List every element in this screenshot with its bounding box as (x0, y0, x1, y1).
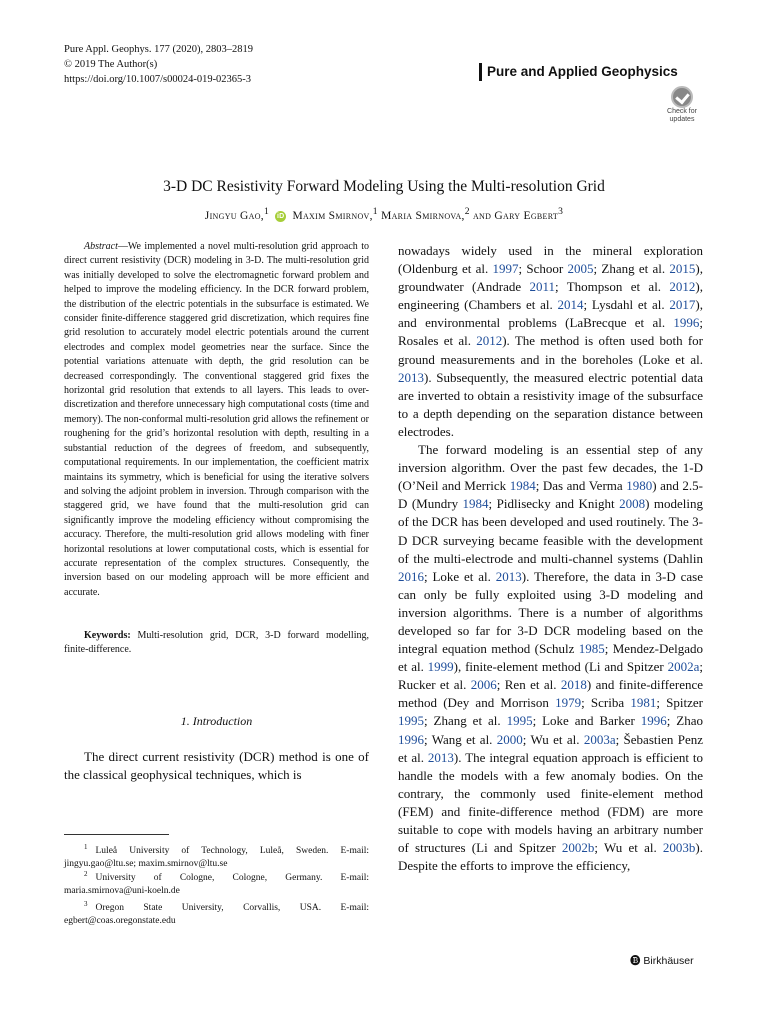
footnote (64, 868, 369, 899)
body-text: ; Wu et al. (522, 731, 584, 747)
citation-link[interactable]: 1996 (640, 713, 667, 729)
citation-link[interactable]: 1995 (398, 713, 424, 729)
body-text: ; Wang et al. (424, 731, 497, 747)
citation-link[interactable]: 1981 (630, 695, 657, 711)
body-text: ; Loke et al. (424, 568, 496, 584)
publisher-logo (630, 953, 694, 968)
footnote (64, 841, 369, 872)
body-text: nowadays widely used in the mineral exploration (Oldenburg et al. (398, 243, 703, 277)
citation-link[interactable]: 2013 (427, 749, 454, 765)
citation-link[interactable]: 1979 (555, 695, 582, 711)
body-text: ), engineering (Chambers et al. (398, 279, 703, 313)
body-text: The forward modeling is an essential step of any inversion algorithm. Over the past few decades, the 1-D (O’Neil and Merrick (398, 442, 703, 494)
citation-link[interactable]: 2011 (529, 279, 556, 295)
body-text: ) and 2.5-D (Mundry (398, 478, 703, 512)
check-updates-label-2: updates (669, 116, 695, 123)
footnote-number: 2 (84, 870, 88, 878)
body-text: ; Lysdahl et al. (583, 297, 670, 313)
check-updates-label-1: Check for (667, 108, 697, 115)
citation-link[interactable]: 2002b (561, 840, 595, 856)
citation-link[interactable]: 1996 (398, 731, 424, 747)
abstract-label: Abstract (84, 241, 118, 252)
author-affiliation: 2 (464, 206, 470, 217)
citation-link[interactable]: 2015 (669, 261, 696, 277)
body-text: ), finite-element method (Li and Spitzer (453, 659, 668, 675)
citation-link[interactable]: 2013 (398, 369, 424, 385)
body-text: ; Wu et al. (594, 840, 663, 856)
citation-link[interactable]: 2012 (476, 333, 503, 349)
citation-link[interactable]: 2003a (583, 731, 616, 747)
citation-link[interactable]: 2005 (567, 261, 594, 277)
author-affiliation: 1 (263, 206, 270, 217)
body-text: ). Therefore, the data in 3-D case can only be fully exploited using 3-D modeling and inversion algorithms. There is a number of algorithms developed so far for 3-D DCR modeling based on the integral equation method (Schulz (398, 568, 703, 657)
body-text: ; Rosales et al. (398, 315, 703, 349)
intro-paragraph: The direct current resistivity (DCR) method is one of the classical geophysical techniques, which is (64, 749, 369, 783)
body-text: ; Thompson et al. (555, 279, 670, 295)
footnote-number: 3 (84, 900, 88, 908)
keywords (64, 629, 369, 658)
citation-link[interactable]: 1997 (492, 261, 519, 277)
citation-link[interactable]: 2008 (619, 496, 646, 512)
citation-link[interactable]: 1984 (509, 478, 536, 494)
citation-link[interactable]: 2017 (669, 297, 696, 313)
footnote (64, 898, 369, 929)
doi-link[interactable]: https://doi.org/10.1007/s00024-019-02365-3 (64, 74, 252, 85)
citation-link[interactable]: 2018 (560, 677, 587, 693)
author-name[interactable]: Maria Smirnova, (381, 209, 465, 222)
author-name[interactable]: and Gary Egbert (472, 209, 559, 222)
footnote-text: University of Cologne, Cologne, Germany. E-mail: maria.smirnova@uni-koeln.de (64, 873, 369, 897)
citation-line: Pure Appl. Geophys. 177 (2020), 2803–2819 (64, 44, 253, 55)
body-text: ; Schoor (518, 261, 568, 277)
citation-link[interactable]: 2016 (398, 568, 424, 584)
citation-link[interactable]: 2014 (557, 297, 584, 313)
body-paragraph (398, 441, 703, 875)
body-text: ; Rucker et al. (398, 659, 703, 693)
article-title: 3-D DC Resistivity Forward Modeling Using the Multi-resolution Grid (163, 178, 605, 195)
footnote-number: 1 (84, 843, 88, 851)
body-text: ), groundwater (Andrade (398, 261, 703, 295)
author-list (0, 206, 768, 222)
orcid-icon[interactable]: iD (276, 212, 285, 220)
citation-link[interactable]: 2003b (662, 840, 696, 856)
footnote-text: Oregon State University, Corvallis, USA. E-mail: egbert@coas.oregonstate.edu (64, 903, 369, 927)
citation-link[interactable]: 2012 (669, 279, 696, 295)
body-text: ; Scriba (581, 695, 631, 711)
body-text: ) modeling of the DCR has been developed and used routinely. The 3-D DCR surveying became feasible with the development of the multi-electrode and multi-channel systems (Dahlin (398, 496, 703, 566)
check-updates-badge[interactable] (660, 86, 704, 130)
footnote-divider (64, 834, 169, 835)
body-text: ; Ren et al. (496, 677, 561, 693)
citation-link[interactable]: 1985 (578, 641, 605, 657)
footnote-text: Luleå University of Technology, Luleå, Sweden. E-mail: jingyu.gao@ltu.se; maxim.smirnov@ltu.se (64, 846, 369, 870)
publisher-icon: 🅑 (630, 955, 641, 967)
article-meta (64, 42, 253, 87)
body-text: ; Loke and Barker (532, 713, 641, 729)
body-text: ; Mendez-Delgado et al. (398, 641, 703, 675)
citation-link[interactable]: 1995 (506, 713, 533, 729)
body-text: ). Subsequently, the measured electric potential data are inverted to obtain a resistivity image of the subsurface to a depth depending on the separation distance between electrodes. (398, 369, 703, 439)
body-text: ; Das and Verma (535, 478, 627, 494)
author-name[interactable]: Maxim Smirnov, (292, 209, 373, 222)
citation-link[interactable]: 2000 (496, 731, 523, 747)
body-text: ) and finite-difference method (Dey and Morrison (398, 677, 704, 711)
author-affiliation: 3 (558, 206, 564, 217)
keywords-label: Keywords: (84, 630, 131, 641)
citation-link[interactable]: 2013 (495, 568, 522, 584)
author-affiliation: 1 (372, 206, 378, 217)
body-text: ; Zhang et al. (424, 713, 507, 729)
body-text: ; Spitzer (656, 695, 704, 711)
body-text: ; Šebastien Penz et al. (398, 731, 703, 765)
body-text: ). The method is often used both for ground measurements and in the boreholes (Loke et al. (398, 333, 703, 367)
copyright-line: © 2019 The Author(s) (64, 59, 158, 70)
body-text: ; Pidlisecky and Knight (488, 496, 620, 512)
body-text: ), and environmental problems (LaBrecque et al. (398, 297, 703, 331)
keywords-text: Multi-resolution grid, DCR, 3-D forward modelling, finite-difference. (64, 630, 369, 656)
body-text: ; Zhang et al. (593, 261, 670, 277)
abstract-text: —We implemented a novel multi-resolution grid approach to direct current resistivity (DCR) modeling in 3-D. The multi-resolution grid was initially developed to solve the electromagnetic forward problem and helped to improve the modeling efficiency. In the DCR forward problem, the distribution of the electric potentials in the subsurface is estimated. We consider finite-difference staggered grid discretization, which requires fine grid resolution to accurately model electric potentials around the current electrodes and complex model geometries near the surface. Since the potential variations attenuate with depth, the grid resolution can be decreased correspondingly. The conventional staggered grid fixes the horizontal grid resolution that extends to all layers. This leads to over-discretization and therefore unnecessary high computational costs (time and memory). The non-conformal multi-resolution grid allows the refinement or roughening for the grid’s horizontal resolution with depth, resulting in a substantial reduction of the degrees of freedom, and subsequently, computational requirements. In our implementation, the coefficient matrix maintains its symmetry, which is beneficial for using the iterative solvers and solving the adjoint problem in inversion. Through comparison with the staggered grid, we have found that the multi-resolution grid can significantly improve the modeling efficiency without compromising the accuracy. Therefore, the multi-resolution grid allows modeling with finer horizontal resolutions at lower computational costs, which is essential for accurate representation of the complex structures. Consequently, the inversion based on our modeling approach will be more efficient and accurate. (64, 241, 369, 598)
section-heading: 1. Introduction (180, 714, 253, 728)
body-text: ). Despite the efforts to improve the efficiency, (398, 840, 704, 874)
publisher-name: Birkhäuser (643, 955, 694, 967)
citation-link[interactable]: 1996 (673, 315, 700, 331)
author-name[interactable]: Jingyu Gao, (204, 209, 264, 222)
citation-link[interactable]: 1980 (626, 478, 653, 494)
body-text: ). The integral equation approach is efficient to handle the models with a few anomaly bodies. On the contrary, the commonly used finite-element method (FEM) and finite-difference method (FDM) are more suitable to cope with models having an arbitrary number of structures (Li and Spitzer (398, 749, 704, 856)
citation-link[interactable]: 2002a (667, 659, 700, 675)
check-updates-icon (671, 86, 693, 108)
body-text: ; Zhao (666, 713, 704, 729)
abstract (64, 240, 369, 600)
citation-link[interactable]: 1984 (462, 496, 489, 512)
journal-name: Pure and Applied Geophysics (479, 63, 704, 81)
citation-link[interactable]: 1999 (427, 659, 454, 675)
body-right-column (398, 242, 703, 875)
citation-link[interactable]: 2006 (470, 677, 497, 693)
body-paragraph (398, 242, 703, 441)
